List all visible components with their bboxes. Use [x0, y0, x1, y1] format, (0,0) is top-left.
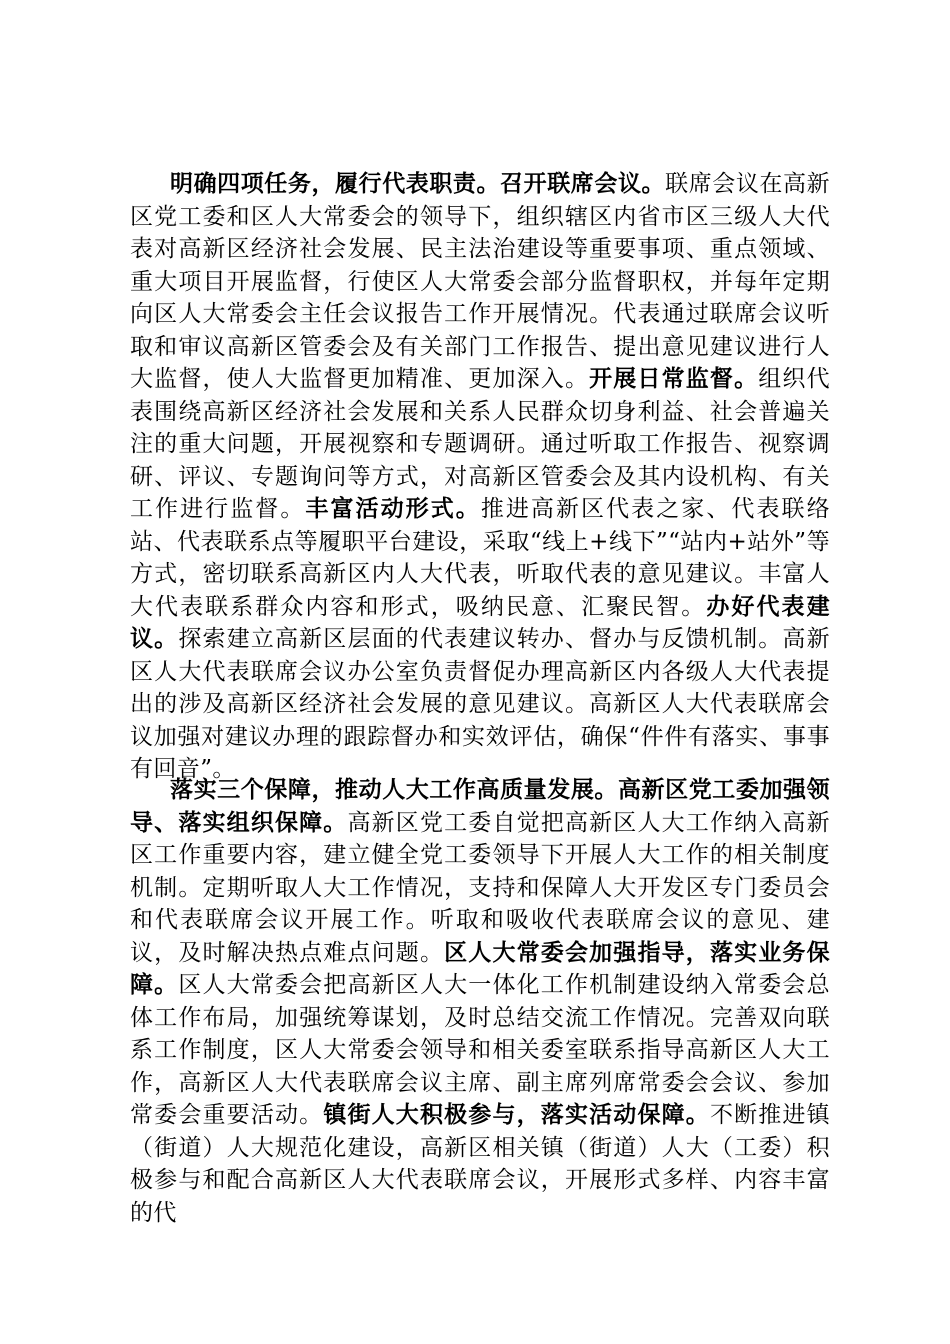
paragraph-four-tasks — [130, 168, 830, 786]
body-text: 探索建立高新区层面的代表建议转办、督办与反馈机制。高新区人大代表联席会议办公室负责督促办理高新区内各级人大代表提出的涉及高新区经济社会发展的意见建议。高新区人大代表联席会议加强对建议办理的跟踪督办和实效评估，确保“件件有落实、事事有回音”。 — [130, 626, 830, 782]
paragraph-three-guarantees — [130, 774, 830, 1229]
body-text: 高新区党工委自觉把高新区人大工作纳入高新区工作重要内容，建立健全党工委领导下开展人大工作的相关制度机制。定期听取人大工作情况，支持和保障人大开发区专门委员会和代表联席会议开展工作。听取和吸收代表联席会议的意见、建议，及时解决热点难点问题。 — [130, 809, 830, 966]
heading-daily-supervision: 开展日常监督。 — [589, 365, 759, 392]
body-text: 不断推进镇（街道）人大规范化建设，高新区相关镇（街道）人大（工委）积极参与和配合高新区人大代表联席会议，开展形式多样、内容丰富的代 — [130, 1102, 830, 1226]
heading-four-tasks: 明确四项任务，履行代表职责。召开联席会议。 — [170, 170, 666, 197]
body-text: 推进高新区代表之家、代表联络站、代表联系点等履职平台建设，采取“线上+线下”“站内+站外”等方式，密切联系高新区内人大代表，听取代表的意见建议。丰富人大代表联系群众内容和形式，吸纳民意、汇聚民智。 — [130, 496, 830, 620]
heading-activity-guarantee: 镇街人大积极参与，落实活动保障。 — [323, 1101, 710, 1128]
body-text: 联席会议在高新区党工委和区人大常委会的领导下，组织辖区内省市区三级人大代表对高新区经济社会发展、民主法治建设等重要事项、重点领域、重大项目开展监督，行使区人大常委会部分监督职权，并每年定期向区人大常委会主任会议报告工作开展情况。代表通过联席会议听取和审议高新区管委会及有关部门工作报告、提出意见建议进行人大监督，使人大监督更加精准、更加深入。 — [130, 171, 830, 392]
heading-handle-suggestions: 办好代表建议。 — [130, 592, 831, 652]
body-text: 区人大常委会把高新区人大一体化工作机制建设纳入常委会总体工作布局，加强统筹谋划，及时总结交流工作情况。完善双向联系工作制度，区人大常委会领导和相关委室联系指导高新区人大工作，高新区人大代表联席会议主席、副主席列席常委会会议、参加常委会重要活动。 — [130, 972, 830, 1128]
heading-three-guarantees: 落实三个保障，推动人大工作高质量发展。高新区党工委加强领导、落实组织保障。 — [130, 776, 830, 836]
body-text: 组织代表围绕高新区经济社会发展和关系人民群众切身利益、社会普遍关注的重大问题，开展视察和专题调研。通过听取工作报告、视察调研、评议、专题询问等方式，对高新区管委会及其内设机构、有关工作进行监督。 — [130, 366, 830, 522]
heading-enrich-activities: 丰富活动形式。 — [305, 495, 481, 522]
heading-business-guarantee: 区人大常委会加强指导，落实业务保障。 — [130, 938, 830, 998]
